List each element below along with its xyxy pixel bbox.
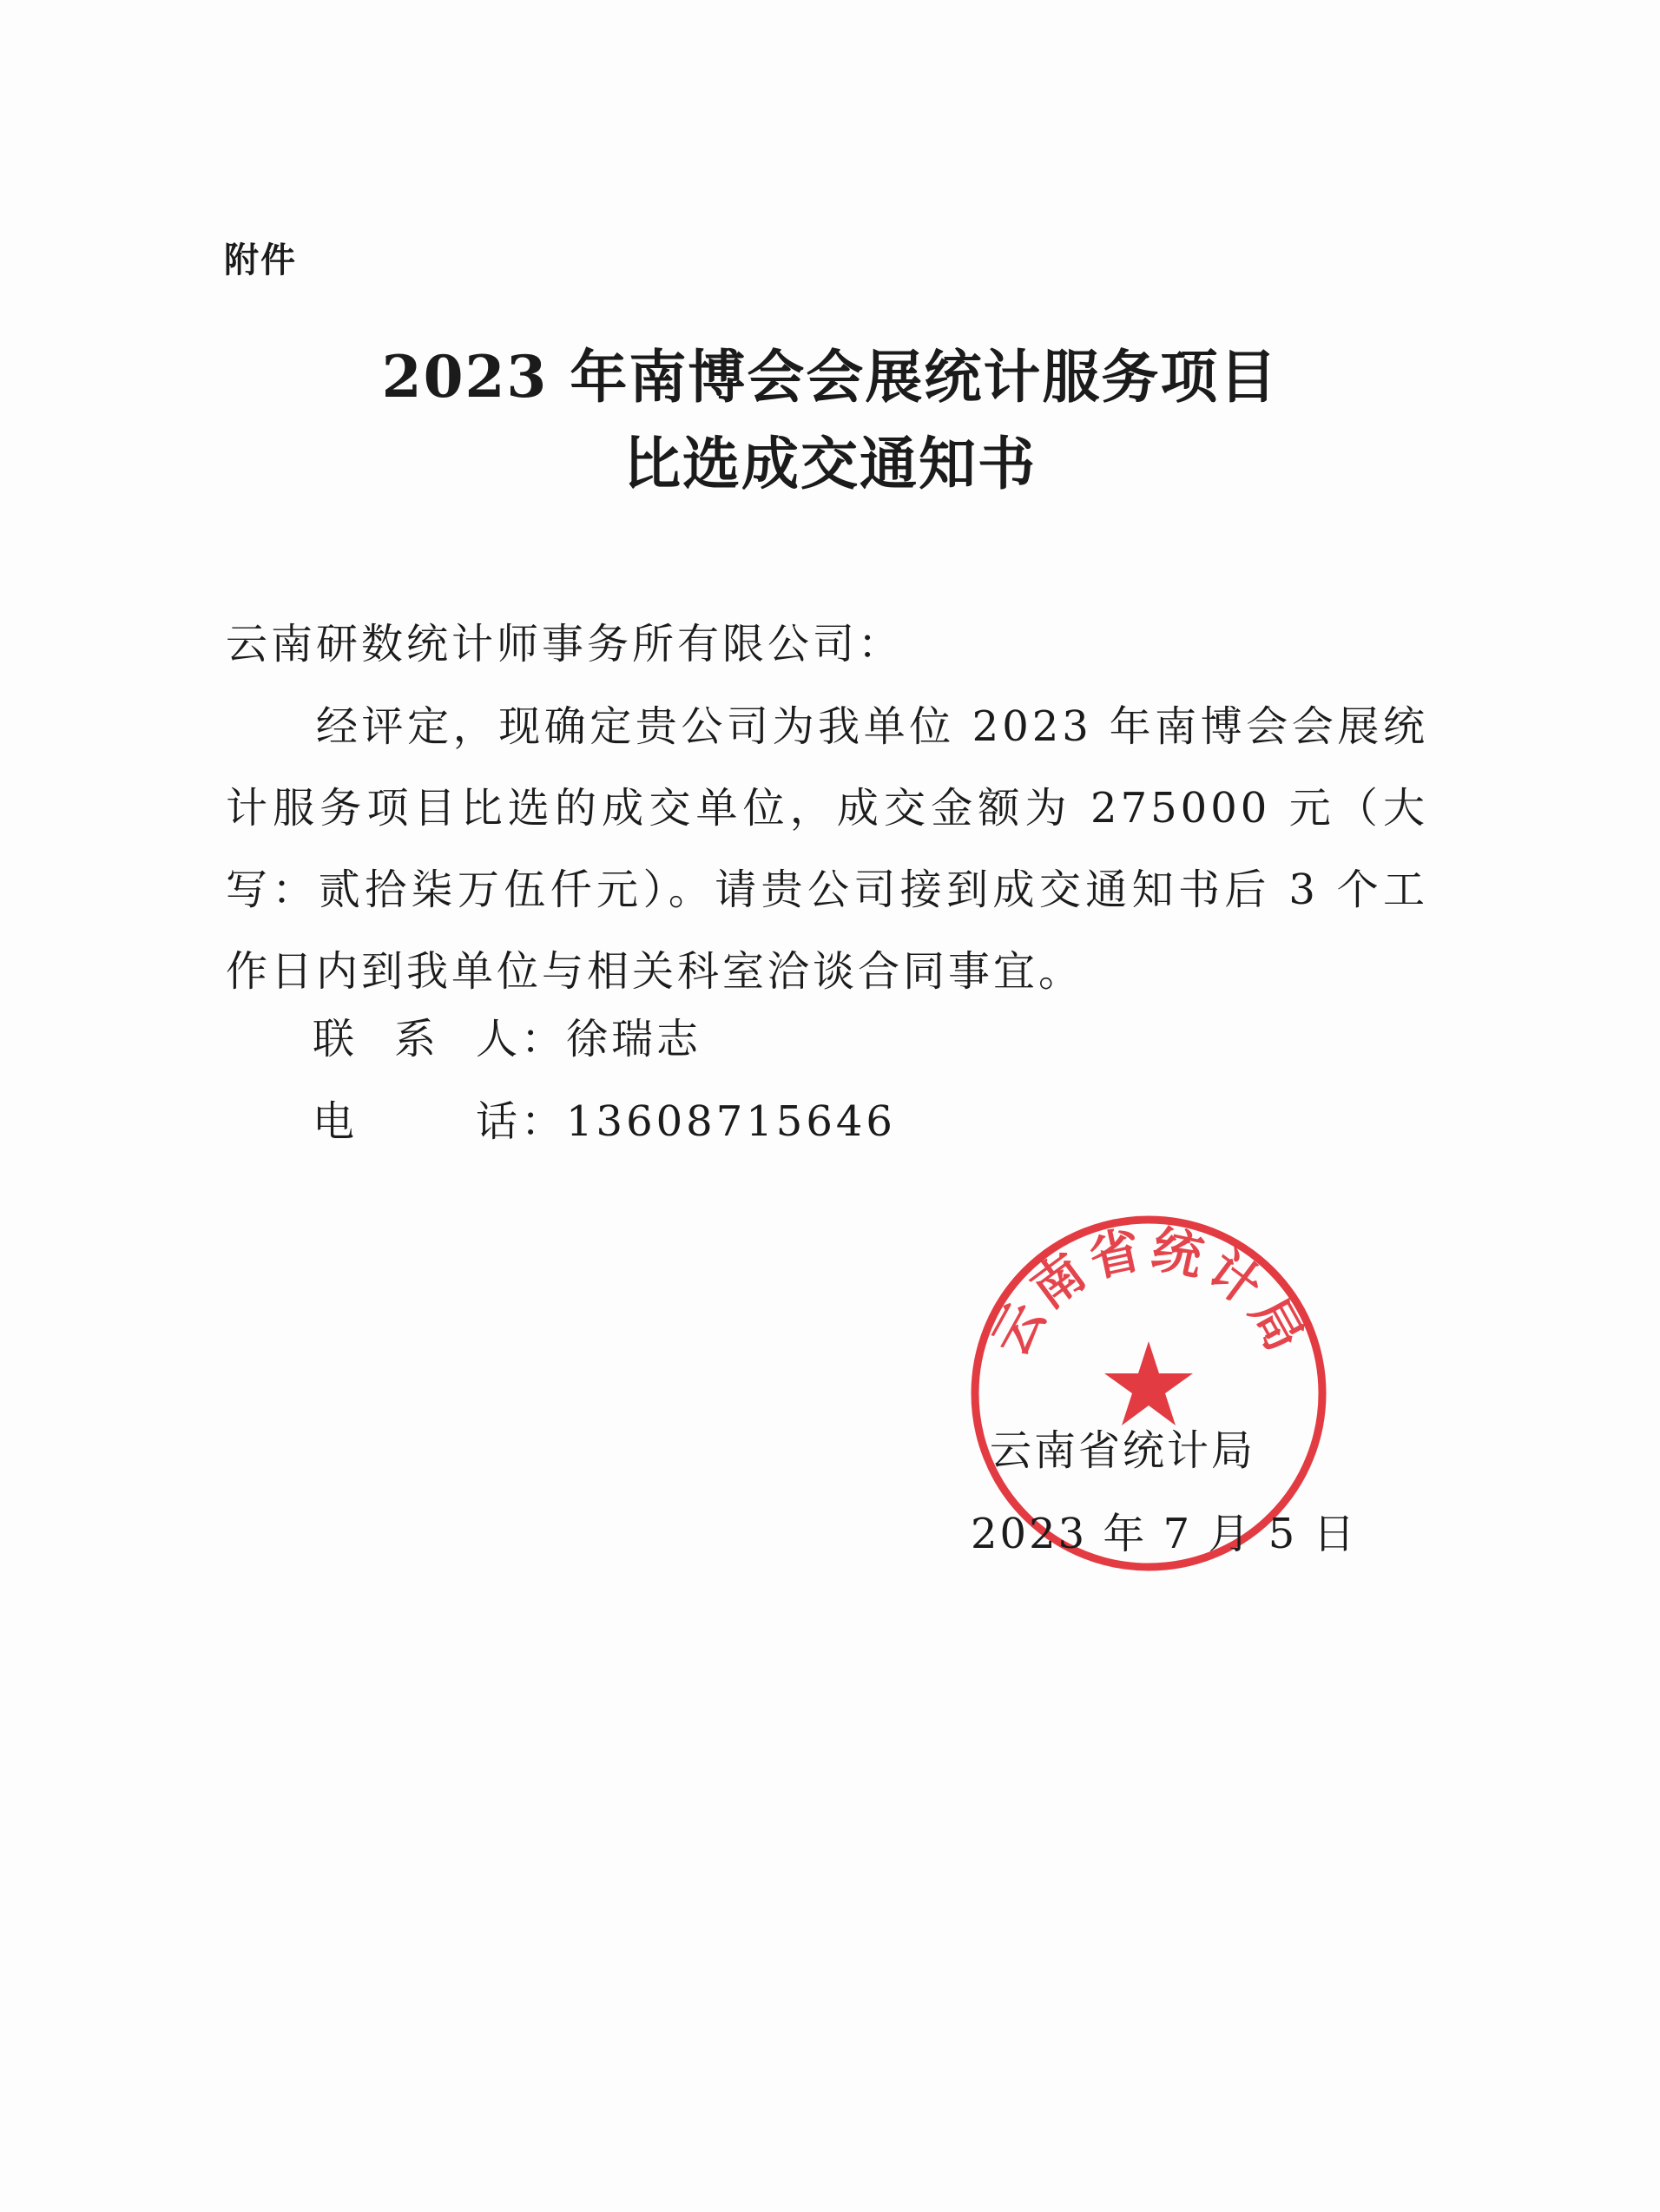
contact-phone-value: ：13608715646 <box>521 1097 896 1146</box>
salutation: 云南研数统计师事务所有限公司： <box>226 620 904 668</box>
seal-text: 云南省统计局 <box>979 1219 1318 1366</box>
notice-paragraph: 经评定，现确定贵公司为我单位 2023 年南博会会展统计服务项目比选的成交单位，成交金额为 275000 元（大写：贰拾柒万伍仟元）。请贵公司接到成交通知书后 3 个工作日内到我单位与相关科室洽谈合同事宜。 <box>226 702 1428 996</box>
contact-person-value: ：徐瑞志 <box>521 1015 702 1063</box>
signature-organization: 云南省统计局 <box>990 1426 1256 1475</box>
attachment-label: 附件 <box>224 240 297 280</box>
document-title-line-2: 比选成交通知书 <box>623 430 1037 497</box>
contact-phone-row <box>313 1081 896 1162</box>
contact-person-row <box>313 998 702 1080</box>
signature-date: 2023 年 7 月 5 日 <box>971 1510 1358 1558</box>
document-title-line-1: 2023 年南博会会展统计服务项目 <box>381 343 1279 411</box>
contact-person-label: 联系人 <box>313 1015 521 1063</box>
contact-phone-label: 电话 <box>313 1097 521 1146</box>
